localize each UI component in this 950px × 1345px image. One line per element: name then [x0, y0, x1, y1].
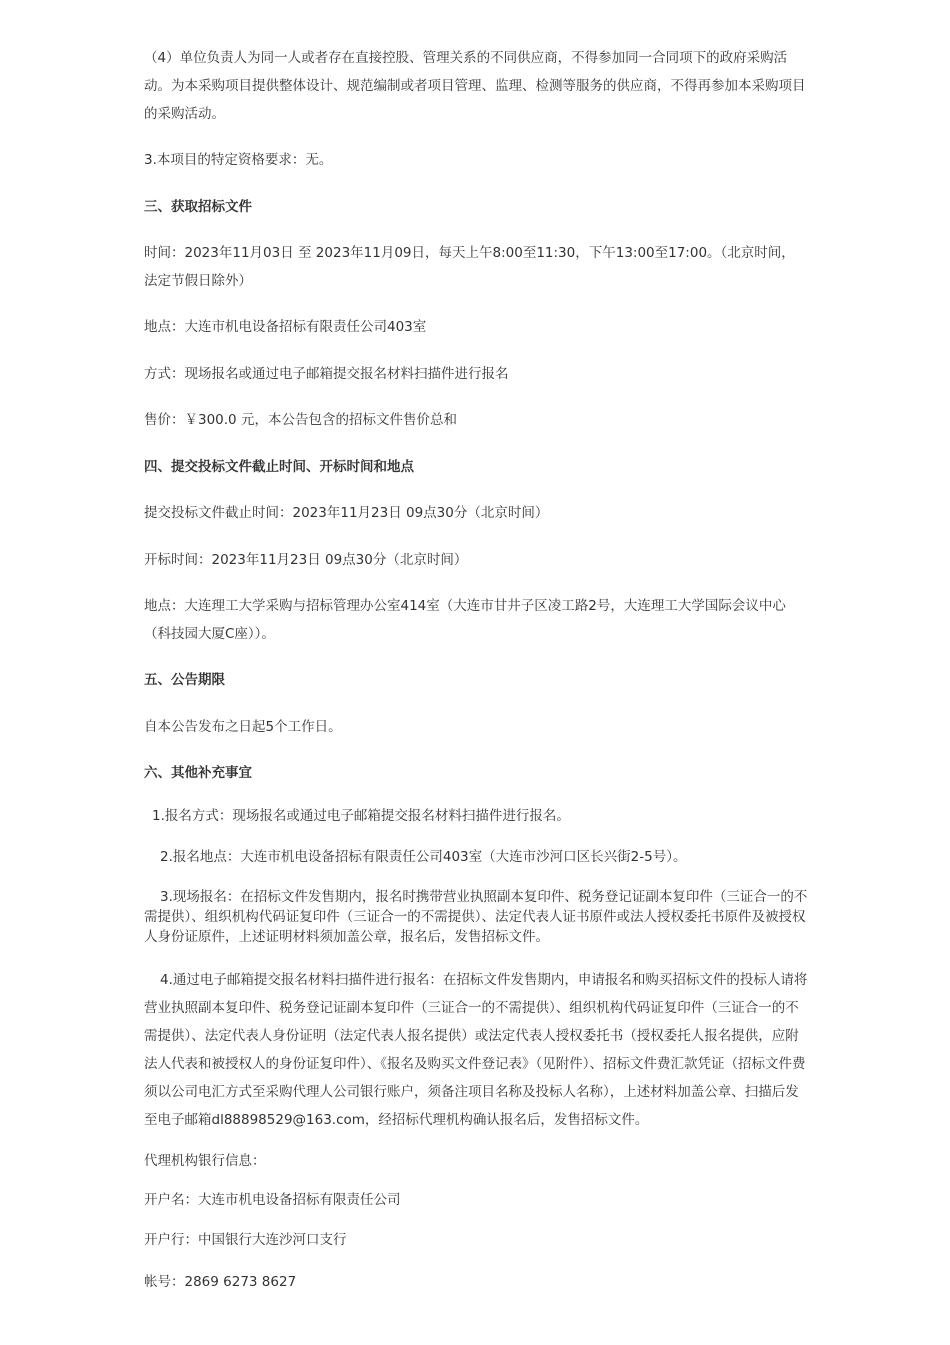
- qualification-item-4: （4）单位负责人为同一人或者存在直接控股、管理关系的不同供应商，不得参加同一合同项下的政府采购活动。为本采购项目提供整体设计、规范编制或者项目管理、监理、检测等服务的供应商，不得再参加本采购项目的采购活动。: [144, 50, 806, 122]
- document-price: 售价：￥300.0 元，本公告包含的招标文件售价总和: [144, 412, 457, 428]
- section-6-heading: 六、其他补充事宜: [144, 765, 252, 781]
- bank-account-number: 帐号：2869 6273 8627: [144, 1274, 297, 1290]
- bid-opening-location: 地点：大连理工大学采购与招标管理办公室414室（大连市甘井子区凌工路2号，大连理工大学国际会议中心（科技园大厦C座））。: [144, 598, 786, 642]
- section-3-heading: 三、获取招标文件: [144, 199, 252, 215]
- bid-opening-time: 开标时间：2023年11月23日 09点30分（北京时间）: [144, 552, 468, 568]
- supplement-item-4: 4.通过电子邮箱提交报名材料扫描件进行报名：在招标文件发售期内，申请报名和购买招标文件的投标人请将营业执照副本复印件、税务登记证副本复印件（三证合一的不需提供）、组织机构代码证复印件（三证合一的不需提供）、法定代表人身份证明（法定代表人报名提供）或法定代表人授权委托书（授权委托人报名提供，应附法人代表和被授权人的身份证复印件）、《报名及购买文件登记表》（见附件）、招标文件费汇款凭证（招标文件费须以公司电汇方式至采购代理人公司银行账户，须备注项目名称及投标人名称），上述材料加盖公章、扫描后发至电子邮箱dl88898529@163.com，经招标代理机构确认报名后，发售招标文件。: [144, 972, 808, 1128]
- announcement-period: 自本公告发布之日起5个工作日。: [144, 719, 342, 735]
- specific-qualification: 3.本项目的特定资格要求：无。: [144, 152, 333, 168]
- obtain-location: 地点：大连市机电设备招标有限责任公司403室: [144, 319, 427, 335]
- bank-name: 开户行：中国银行大连沙河口支行: [144, 1232, 347, 1248]
- obtain-time: 时间：2023年11月03日 至 2023年11月09日，每天上午8:00至11:30，下午13:00至17:00。（北京时间，法定节假日除外）: [144, 245, 795, 289]
- obtain-method: 方式：现场报名或通过电子邮箱提交报名材料扫描件进行报名: [144, 366, 509, 382]
- bid-deadline: 提交投标文件截止时间：2023年11月23日 09点30分（北京时间）: [144, 505, 549, 521]
- supplement-item-1: 1.报名方式：现场报名或通过电子邮箱提交报名材料扫描件进行报名。: [152, 808, 570, 824]
- bank-account-name: 开户名：大连市机电设备招标有限责任公司: [144, 1192, 401, 1208]
- bank-info-title: 代理机构银行信息：: [144, 1153, 266, 1169]
- section-5-heading: 五、公告期限: [144, 672, 225, 688]
- supplement-item-2: 2.报名地点：大连市机电设备招标有限责任公司403室（大连市沙河口区长兴街2-5号）。: [160, 849, 687, 865]
- section-4-heading: 四、提交投标文件截止时间、开标时间和地点: [144, 459, 414, 475]
- supplement-item-3: 3.现场报名：在招标文件发售期内，报名时携带营业执照副本复印件、税务登记证副本复印件（三证合一的不需提供）、组织机构代码证复印件（三证合一的不需提供）、法定代表人证书原件或法人授权委托书原件及被授权人身份证原件，上述证明材料须加盖公章，报名后，发售招标文件。: [144, 889, 808, 945]
